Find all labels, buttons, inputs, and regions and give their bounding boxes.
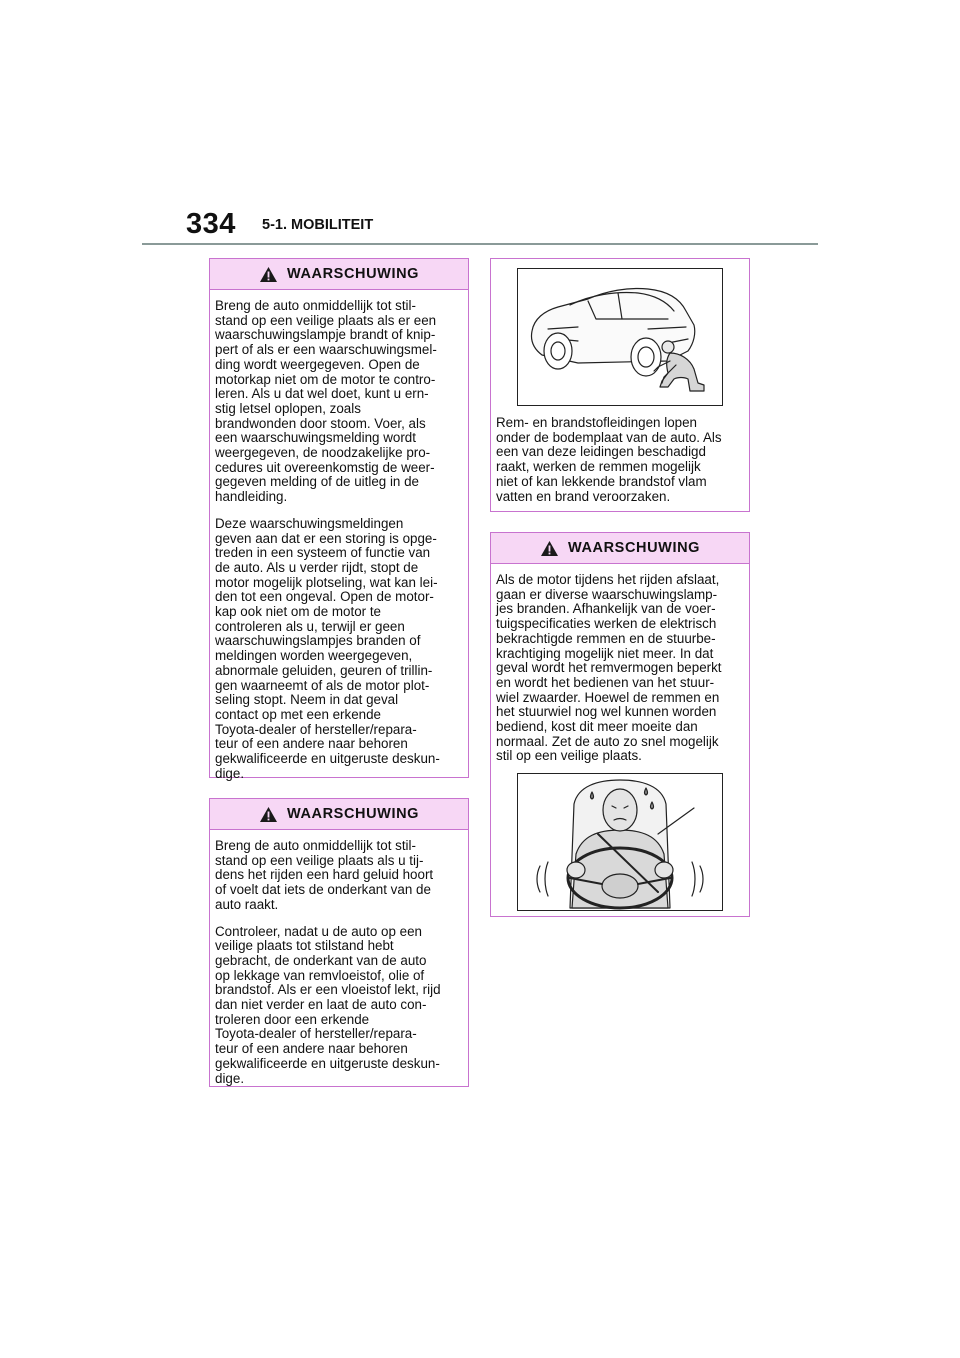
info-box-brake-lines — [490, 258, 750, 512]
warning-box-2 — [209, 798, 469, 1087]
driver-illustration — [517, 773, 723, 911]
info-text: Rem- en brandstofleidingen lopen onder de bodemplaat van de auto. Als een van deze leidingen beschadigd raakt, werken de remmen mogelijk niet of kan lekkende brandstof vlam vatten en brand veroorzaken. — [496, 415, 722, 504]
warning-paragraph: Controleer, nadat u de auto op een veilige plaats tot stilstand hebt gebracht, de onderkant van de auto op lekkage van remvloeistof, olie of brandstof. Als er een vloeistof lekt, rijd dan niet verder en laat de auto con- troleren door een erkende Toyota-dealer of hersteller/repara- teur of een andere naar behoren gekwalificeerde en uitgeruste deskun- dige. — [215, 923, 441, 1086]
car-inspection-illustration — [517, 268, 723, 406]
warning-title: WAARSCHUWING — [286, 806, 420, 822]
header-rule — [142, 243, 818, 245]
warning-paragraph: Breng de auto onmiddellijk tot stil- stand op een veilige plaats als er een waarschuwingslampje brandt of knip- pert of als er een waarschuwingsmel- ding wordt weergegeven. Open de motorkap niet om de motor te contro- leren. Als u dat wel doet, kunt u ern- stig letsel oplopen, zoals brandwonden door stoom. Voer, als een waarschuwingsmelding wordt weergegeven, de noodzakelijke pro- cedures uit overeenkomstig de weer- gegeven melding of de uitleg in de handleiding. — [215, 298, 437, 505]
section-title: 5-1. MOBILITEIT — [262, 217, 374, 233]
warning-paragraph: Breng de auto onmiddellijk tot stil- stand op een veilige plaats als u tij- dens het rijden een hard geluid hoort of voelt dat iets de onderkant van de auto raakt. — [215, 838, 434, 912]
warning-triangle-icon — [259, 266, 278, 283]
driver-struggling-steering-wheel-icon — [518, 774, 722, 910]
warning-triangle-icon — [540, 540, 559, 557]
warning-paragraph: Deze waarschuwingsmeldingen geven aan dat er een storing is opge- treden in een systeem of functie van de auto. Als u verder rijdt, stopt de motor mogelijk plotseling, wat kan lei- den tot een ongeval. Open de motor- kap ook niet om de motor te controleren als u, terwijl er geen waarschuwingslampjes branden of meldingen worden weergegeven, abnormale geluiden, geuren of trillin- gen waarneemt of als de motor plot- seling stopt. Neem in dat geval contact op met een erkende Toyota-dealer of hersteller/repara- teur of een andere naar behoren gekwalificeerde en uitgeruste deskun- dige. — [215, 515, 440, 781]
warning-header — [210, 799, 468, 830]
warning-title: WAARSCHUWING — [286, 266, 420, 282]
page-number: 334 — [186, 208, 236, 240]
person-inspecting-car-underside-icon — [518, 269, 722, 405]
warning-box-3 — [490, 532, 750, 917]
warning-title: WAARSCHUWING — [567, 540, 701, 556]
warning-header — [491, 533, 749, 564]
warning-paragraph: Als de motor tijdens het rijden afslaat, gaan er diverse waarschuwingslamp- jes branden. Afhankelijk van de voer- tuigspecificaties werken de elektrisch bekrachtigde remmen en de stuurbe- krachtiging mogelijk niet meer. In dat geval wordt het remvermogen beperkt en wordt het bedienen van het stuur- wiel zwaarder. Hoewel de remmen en het stuurwiel nog wel kunnen worden bediend, kost dit meer moeite dan normaal. Zet de auto zo snel mogelijk stil op een veilige plaats. — [496, 572, 722, 764]
warning-box-1 — [209, 258, 469, 781]
warning-triangle-icon — [259, 806, 278, 823]
warning-header — [210, 259, 468, 290]
